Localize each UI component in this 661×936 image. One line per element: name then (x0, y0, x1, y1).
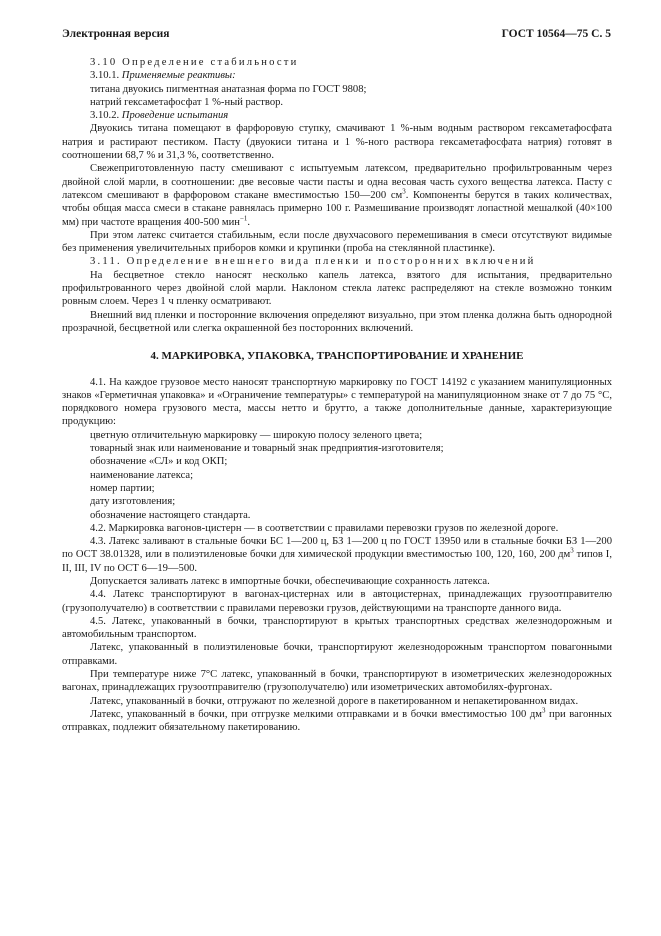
p4-3-part-b: типов I, II, III, IV по ОСТ 6—19—500. (62, 549, 612, 574)
list-item: дату изготовления; (90, 496, 176, 508)
paragraph-3-10-p3: При этом латекс считается стабильным, если после двухчасового перемешивания в смеси отсутствуют видимые без применения увеличительных приборов комки и крупинки (проба на стеклянной пластинке). (62, 229, 612, 255)
section-3-11-title: 3.11. Определение внешнего вида пленки и посторонних включений (90, 256, 536, 268)
procedure-heading (62, 109, 612, 122)
p4-3-sup: 3 (570, 546, 574, 555)
p2-part-c: . (247, 216, 251, 228)
list-item: обозначение настоящего стандарта. (90, 509, 251, 521)
p2-sup: 3 (402, 187, 406, 196)
list-item: товарный знак или наименование и товарный знак предприятия-изготовителя; (90, 443, 444, 455)
procedure-title: Проведение испытания (121, 110, 229, 122)
p4-3-part-a: 4.3. Латекс заливают в стальные бочки БС 1—200 ц, БЗ 1—200 ц по ГОСТ 13950 или в стальные бочки БЗ 1—200 по ОСТ 38.01328, или в полиэтиленовые бочки для химической продукции вместимостью 100, 120, 160, 200 дм (62, 536, 612, 561)
paragraph-4-2: 4.2. Маркировка вагонов-цистерн — в соответствии с правилами перевозки грузов по железной дороге. (90, 522, 559, 534)
paragraph-3-10-p1: Двуокись титана помещают в фарфоровую ступку, смачивают 1 %-ным водным раствором гексаметафосфата натрия и растирают пестиком. Пасту (двуокиси титана и 1 %-ного раствора гексаметафосфата натрия) готовят в соотношении 68,7 % и 31,3 %, соответственно. (62, 123, 612, 162)
header-left: Электронная версия (62, 28, 170, 40)
paragraph-4-5-e (62, 708, 612, 735)
paragraph-4-5: 4.5. Латекс, упакованный в бочки, транспортируют в крытых транспортных средствах железнодорожным и автомобильным транспортом. (62, 615, 612, 641)
p4-5-e-part-a: Латекс, упакованный в бочки, при отгрузке мелкими отправками и в бочки вместимостью 100 дм (90, 708, 542, 720)
document-body (62, 56, 612, 735)
p2-part-a: Свежеприготовленную пасту смешивают с испытуемым латексом, предварительно профильтрованным через двойной слой марли, в соотношении: две весовые части пасты и одна весовая часть сухого вещества латекса. Пасту с латексом смешивают в фарфоровом стакане вместимостью 150—200 см (62, 163, 612, 201)
p4-5-e-part-b: при вагонных отправках, подлежит обязательному пакетированию. (62, 708, 612, 734)
list-item: цветную отличительную маркировку — широкую полосу зеленого цвета; (90, 429, 423, 441)
p2-sup2: −1 (239, 214, 248, 223)
reagent-2: натрий гексаметафосфат 1 %-ный раствор. (90, 96, 284, 108)
section-4-title: 4. МАРКИРОВКА, УПАКОВКА, ТРАНСПОРТИРОВАНИЕ И ХРАНЕНИЕ (150, 350, 524, 363)
p2-part-b: . Компоненты берутся в таких количествах, чтобы общая масса смеси в стакане равнялась примерно 100 г. Размешивание производят лопастной мешалкой (40×100 мм) при частоте вращения 400-500 мин (62, 189, 613, 228)
procedure-num: 3.10.2. (90, 110, 120, 122)
reagents-num: 3.10.1. (90, 70, 120, 82)
reagent-1: титана двуокись пигментная анатазная форма по ГОСТ 9808; (90, 83, 367, 95)
paragraph-3-11-p2: Внешний вид пленки и посторонние включения определяют визуально, при этом пленка должна быть однородной прозрачной, бесцветной или слегка окрашенной без посторонних включений. (62, 309, 612, 334)
p4-5-e-sup: 3 (541, 706, 546, 715)
paragraph-4-5-b: Латекс, упакованный в полиэтиленовые бочки, транспортируют железнодорожным транспортом повагонными отправками. (62, 642, 612, 667)
section-3-10-title: 3.10 Определение стабильности (90, 57, 299, 68)
paragraph-4-1: 4.1. На каждое грузовое место наносят транспортную маркировку по ГОСТ 14192 с указанием манипуляционных знаков «Герметичная упаковка» и «Ограничение температуры» с температурой на манипуляционном знаке от 7 до 75 °С, порядкового номера грузового места, массы нетто и брутто, а также дополнительные данные, характеризующие продукцию: (62, 376, 612, 428)
paragraph-3-10-p2 (62, 162, 612, 228)
paragraph-3-11-p1: На бесцветное стекло наносят несколько капель латекса, взятого для испытания, предварительно профильтрованного через двойной слой марли. Наклоном стекла латекс распределяют на стекле возможно тонким ровным слоем. Через 1 ч пленку осматривают. (62, 269, 612, 308)
header-right: ГОСТ 10564—75 С. 5 (501, 28, 611, 40)
paragraph-4-5-d: Латекс, упакованный в бочки, отгружают по железной дороге в пакетированном и непакетированном видах. (90, 695, 579, 707)
paragraph-4-5-c: При температуре ниже 7°С латекс, упакованный в бочки, транспортируют в изометрических железнодорожных вагонах, принадлежащих грузоотправителю (грузополучателю) или изометрических автомобилях-фургонах. (62, 669, 612, 694)
list-item: наименование латекса; (90, 469, 194, 481)
list-item: номер партии; (90, 482, 155, 494)
reagents-heading (62, 69, 612, 82)
paragraph-4-4: 4.4. Латекс транспортируют в вагонах-цистернах или в автоцистернах, принадлежащих грузоотправителю (грузополучателю) в соответствии с правилами перевозки грузов, действующими на транспорте данного вида. (62, 589, 612, 614)
reagents-title: Применяемые реактивы: (121, 70, 236, 82)
paragraph-4-3-c: Допускается заливать латекс в импортные бочки, обеспечивающие сохранность латекса. (90, 575, 490, 587)
paragraph-4-3 (62, 535, 612, 575)
list-item: обозначение «СЛ» и код ОКП; (90, 456, 228, 468)
